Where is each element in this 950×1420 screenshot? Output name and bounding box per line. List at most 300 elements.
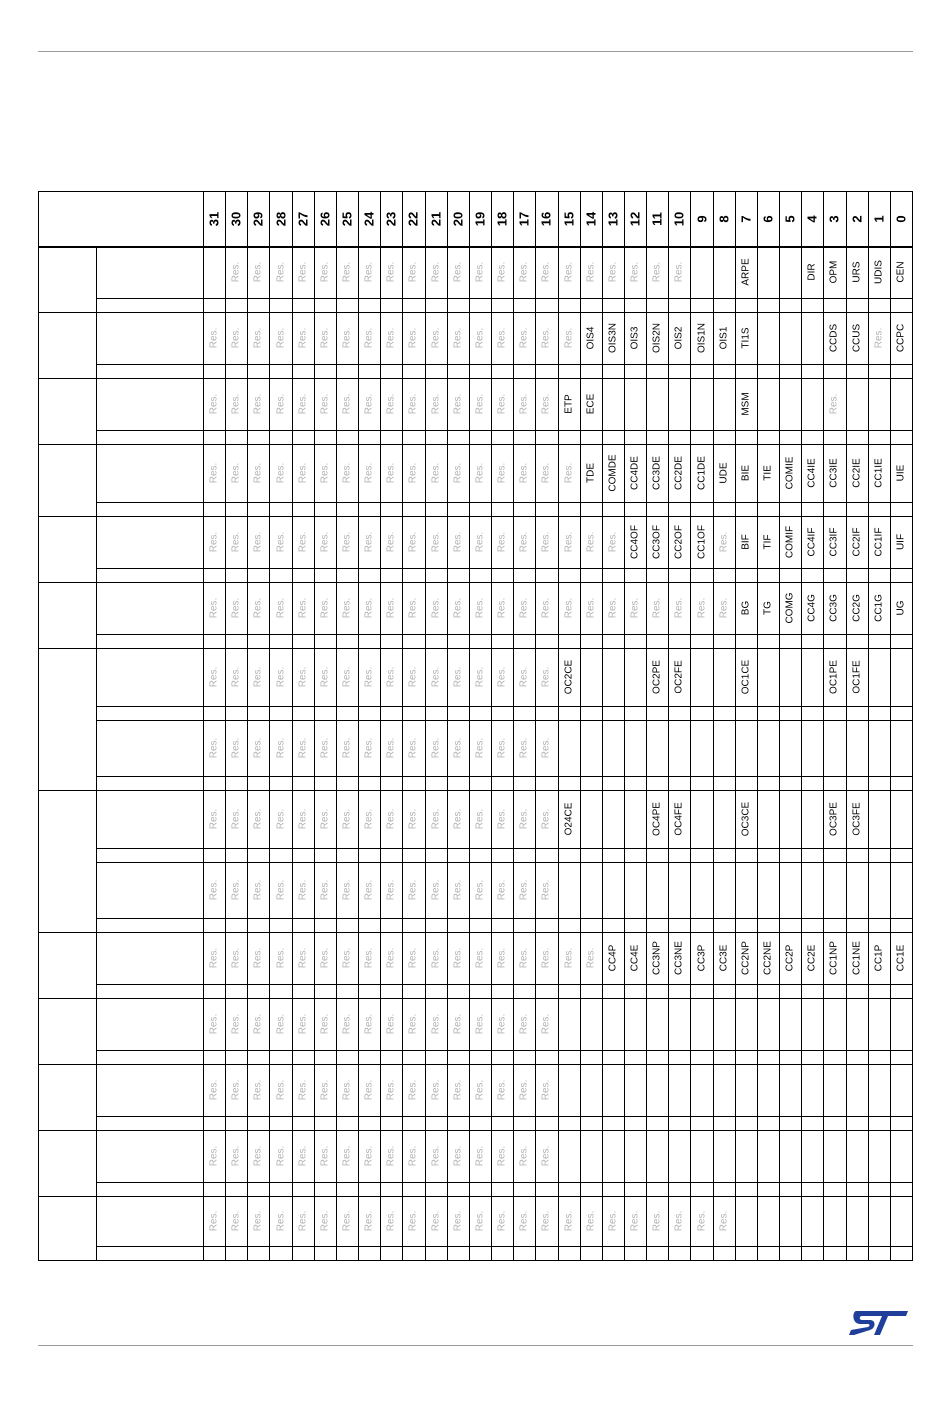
reserved-bit-label: Res.	[474, 1210, 486, 1232]
reserved-bit-label: Res.	[474, 737, 486, 759]
reserved-bit-label: Res.	[230, 1145, 242, 1167]
reserved-bit-label: Res.	[341, 462, 353, 484]
reserved-bit-label: Res.	[363, 1210, 375, 1232]
reserved-bit-label: Res.	[252, 1013, 264, 1035]
bit-number-label: 30	[228, 211, 244, 227]
reserved-bit-label: Res.	[208, 1013, 220, 1035]
bit-field-label: BG	[740, 600, 752, 616]
bit-column-divider	[513, 192, 514, 1260]
reserved-bit-label: Res.	[275, 666, 287, 688]
bit-field-label: OC1PE	[828, 660, 840, 694]
reserved-bit-label: Res.	[518, 1145, 530, 1167]
bit-column-divider	[801, 192, 802, 1260]
reserved-bit-label: Res.	[208, 1145, 220, 1167]
register-row-border	[96, 1130, 912, 1131]
reserved-bit-label: Res.	[407, 1079, 419, 1101]
reserved-bit-label: Res.	[540, 531, 552, 553]
bit-field-label: CCDS	[828, 323, 840, 353]
reserved-bit-label: Res.	[319, 531, 331, 553]
reserved-bit-label: Res.	[518, 1079, 530, 1101]
bit-column-divider	[336, 192, 337, 1260]
bit-column-divider	[225, 192, 226, 1260]
bit-field-label: OIS3N	[607, 322, 619, 354]
bit-number-label: 5	[782, 215, 798, 223]
reserved-bit-label: Res.	[208, 531, 220, 553]
offset-column-divider	[96, 790, 97, 932]
reset-value-row-border	[96, 634, 912, 635]
reserved-bit-label: Res.	[540, 808, 552, 830]
bit-number-label: 13	[605, 211, 621, 227]
bit-number-label: 31	[206, 211, 222, 227]
bit-field-label: OC3PE	[828, 802, 840, 836]
reserved-bit-label: Res.	[208, 737, 220, 759]
register-row-border	[96, 516, 912, 517]
bit-number-label: 20	[450, 211, 466, 227]
reserved-bit-label: Res.	[297, 1145, 309, 1167]
reserved-bit-label: Res.	[407, 327, 419, 349]
bit-column-divider	[624, 192, 625, 1260]
reserved-bit-label: Res.	[452, 261, 464, 283]
reserved-bit-label: Res.	[474, 393, 486, 415]
reserved-bit-label: Res.	[718, 597, 730, 619]
reserved-bit-label: Res.	[430, 462, 442, 484]
bit-field-label: MSM	[740, 392, 752, 416]
bit-field-label: CC1NE	[851, 941, 863, 975]
offset-row-border	[39, 1260, 96, 1261]
bit-field-label: CC3DE	[651, 456, 663, 490]
reserved-bit-label: Res.	[297, 879, 309, 901]
bit-number-label: 7	[738, 215, 754, 223]
bit-column-divider	[269, 192, 270, 1260]
reserved-bit-label: Res.	[341, 261, 353, 283]
reserved-bit-label: Res.	[430, 1145, 442, 1167]
bit-column-divider	[447, 192, 448, 1260]
reset-value-row-border	[96, 502, 912, 503]
reserved-bit-label: Res.	[385, 1145, 397, 1167]
reserved-bit-label: Res.	[341, 327, 353, 349]
bit-field-label: TIF	[762, 534, 774, 550]
offset-row-border	[39, 648, 96, 649]
reserved-bit-label: Res.	[385, 597, 397, 619]
bit-field-label: ECE	[585, 393, 597, 415]
bit-number-label: 8	[716, 215, 732, 223]
reserved-bit-label: Res.	[518, 462, 530, 484]
bit-field-label: CC1OF	[696, 525, 708, 559]
bit-column-divider	[757, 192, 758, 1260]
bit-field-label: O24CE	[563, 802, 575, 836]
reserved-bit-label: Res.	[607, 261, 619, 283]
bit-number-label: 15	[561, 211, 577, 227]
offset-row-border	[39, 790, 96, 791]
reserved-bit-label: Res.	[430, 261, 442, 283]
bit-field-label: BIE	[740, 464, 752, 482]
reserved-bit-label: Res.	[452, 666, 464, 688]
reserved-bit-label: Res.	[563, 462, 575, 484]
offset-column-divider	[96, 1064, 97, 1130]
bit-field-label: COMG	[784, 592, 796, 624]
bit-number-label: 29	[250, 211, 266, 227]
bit-field-label: OC3CE	[740, 801, 752, 837]
reserved-bit-label: Res.	[208, 327, 220, 349]
reserved-bit-label: Res.	[363, 462, 375, 484]
reserved-bit-label: Res.	[518, 531, 530, 553]
reserved-bit-label: Res.	[363, 666, 375, 688]
reserved-bit-label: Res.	[452, 597, 464, 619]
reserved-bit-label: Res.	[496, 393, 508, 415]
reserved-bit-label: Res.	[540, 1145, 552, 1167]
reserved-bit-label: Res.	[363, 327, 375, 349]
reserved-bit-label: Res.	[208, 1079, 220, 1101]
bit-field-label: OIS1N	[696, 322, 708, 354]
reserved-bit-label: Res.	[385, 531, 397, 553]
reserved-bit-label: Res.	[452, 327, 464, 349]
reserved-bit-label: Res.	[407, 808, 419, 830]
reserved-bit-label: Res.	[252, 462, 264, 484]
bit-field-label: CC1IF	[873, 527, 885, 557]
reserved-bit-label: Res.	[363, 947, 375, 969]
reserved-bit-label: Res.	[563, 597, 575, 619]
reserved-bit-label: Res.	[385, 327, 397, 349]
reserved-bit-label: Res.	[540, 879, 552, 901]
reserved-bit-label: Res.	[540, 947, 552, 969]
bit-number-label: 12	[627, 211, 643, 227]
reserved-bit-label: Res.	[518, 393, 530, 415]
bit-field-label: CC1E	[895, 944, 907, 972]
reserved-bit-label: Res.	[208, 879, 220, 901]
bit-field-label: TI1S	[740, 327, 752, 349]
bit-column-divider	[247, 192, 248, 1260]
reserved-bit-label: Res.	[319, 597, 331, 619]
offset-column-divider	[96, 648, 97, 790]
reserved-bit-label: Res.	[496, 261, 508, 283]
reserved-bit-label: Res.	[385, 879, 397, 901]
bit-field-label: CC2E	[806, 944, 818, 972]
reset-value-row-border	[96, 364, 912, 365]
reserved-bit-label: Res.	[696, 1210, 708, 1232]
reserved-bit-label: Res.	[474, 597, 486, 619]
reserved-bit-label: Res.	[673, 1210, 685, 1232]
bit-field-label: CCUS	[851, 323, 863, 353]
reserved-bit-label: Res.	[474, 462, 486, 484]
reserved-bit-label: Res.	[563, 531, 575, 553]
reserved-bit-label: Res.	[385, 1013, 397, 1035]
reserved-bit-label: Res.	[474, 531, 486, 553]
reserved-bit-label: Res.	[208, 597, 220, 619]
reserved-bit-label: Res.	[341, 597, 353, 619]
reserved-bit-label: Res.	[496, 1013, 508, 1035]
reserved-bit-label: Res.	[407, 261, 419, 283]
reset-value-row-border	[96, 918, 912, 919]
reserved-bit-label: Res.	[563, 261, 575, 283]
bit-number-label: 24	[361, 211, 377, 227]
reserved-bit-label: Res.	[297, 1013, 309, 1035]
reserved-bit-label: Res.	[319, 808, 331, 830]
reserved-bit-label: Res.	[873, 327, 885, 349]
reserved-bit-label: Res.	[407, 1013, 419, 1035]
reserved-bit-label: Res.	[407, 737, 419, 759]
reserved-bit-label: Res.	[341, 1079, 353, 1101]
reserved-bit-label: Res.	[540, 737, 552, 759]
bit-column-divider	[558, 192, 559, 1260]
reserved-bit-label: Res.	[341, 879, 353, 901]
reserved-bit-label: Res.	[474, 1145, 486, 1167]
bit-field-label: OIS1	[718, 326, 730, 350]
bit-field-label: CC1P	[873, 944, 885, 972]
reset-value-row-border	[96, 984, 912, 985]
reserved-bit-label: Res.	[275, 1079, 287, 1101]
bit-column-divider	[535, 192, 536, 1260]
reset-value-row-border	[96, 1116, 912, 1117]
reserved-bit-label: Res.	[496, 1145, 508, 1167]
reserved-bit-label: Res.	[275, 261, 287, 283]
bit-field-label: COMIF	[784, 525, 796, 559]
reserved-bit-label: Res.	[430, 737, 442, 759]
bit-column-divider	[292, 192, 293, 1260]
reserved-bit-label: Res.	[252, 393, 264, 415]
bit-field-label: CC4P	[607, 944, 619, 972]
bit-field-label: OIS2	[673, 326, 685, 350]
reserved-bit-label: Res.	[230, 1013, 242, 1035]
bit-column-divider	[646, 192, 647, 1260]
bit-field-label: TIE	[762, 465, 774, 481]
reserved-bit-label: Res.	[297, 261, 309, 283]
bit-field-label: CCPC	[895, 323, 907, 353]
reserved-bit-label: Res.	[230, 666, 242, 688]
bit-field-label: CC2OF	[673, 525, 685, 559]
reserved-bit-label: Res.	[430, 947, 442, 969]
reserved-bit-label: Res.	[275, 462, 287, 484]
reserved-bit-label: Res.	[540, 327, 552, 349]
bit-field-label: CC1G	[873, 594, 885, 622]
reserved-bit-label: Res.	[319, 737, 331, 759]
bit-number-label: 11	[649, 212, 665, 226]
reserved-bit-label: Res.	[452, 462, 464, 484]
name-column-divider	[203, 192, 204, 1260]
reserved-bit-label: Res.	[319, 879, 331, 901]
bit-number-label: 26	[317, 211, 333, 227]
reserved-bit-label: Res.	[607, 597, 619, 619]
bit-field-label: CC1DE	[696, 456, 708, 490]
reserved-bit-label: Res.	[430, 666, 442, 688]
bit-column-divider	[402, 192, 403, 1260]
bit-column-divider	[690, 192, 691, 1260]
reserved-bit-label: Res.	[518, 1210, 530, 1232]
reserved-bit-label: Res.	[673, 261, 685, 283]
reserved-bit-label: Res.	[518, 947, 530, 969]
reserved-bit-label: Res.	[430, 1079, 442, 1101]
reserved-bit-label: Res.	[385, 1079, 397, 1101]
reserved-bit-label: Res.	[407, 1210, 419, 1232]
reserved-bit-label: Res.	[585, 1210, 597, 1232]
reserved-bit-label: Res.	[518, 808, 530, 830]
bit-column-divider	[713, 192, 714, 1260]
reserved-bit-label: Res.	[208, 666, 220, 688]
bit-field-label: COMIE	[784, 456, 796, 490]
offset-row-border	[39, 1130, 96, 1131]
register-row-border	[96, 1064, 912, 1065]
st-logo-icon	[848, 1310, 910, 1336]
bit-column-divider	[314, 192, 315, 1260]
reserved-bit-label: Res.	[607, 1210, 619, 1232]
bit-field-label: CC3E	[718, 944, 730, 972]
bit-field-label: CC2IE	[851, 458, 863, 488]
reserved-bit-label: Res.	[230, 327, 242, 349]
bit-column-divider	[491, 192, 492, 1260]
bit-field-label: CC4IE	[806, 458, 818, 488]
reserved-bit-label: Res.	[518, 327, 530, 349]
reserved-bit-label: Res.	[275, 531, 287, 553]
reserved-bit-label: Res.	[585, 597, 597, 619]
reserved-bit-label: Res.	[540, 1210, 552, 1232]
reserved-bit-label: Res.	[363, 261, 375, 283]
bit-field-label: CC4G	[806, 594, 818, 622]
reserved-bit-label: Res.	[275, 737, 287, 759]
reserved-bit-label: Res.	[452, 1145, 464, 1167]
reserved-bit-label: Res.	[540, 597, 552, 619]
reserved-bit-label: Res.	[718, 1210, 730, 1232]
bit-field-label: CC2IF	[851, 527, 863, 557]
reserved-bit-label: Res.	[474, 808, 486, 830]
bit-field-label: OC3FE	[851, 802, 863, 836]
reserved-bit-label: Res.	[407, 462, 419, 484]
register-row-border	[96, 790, 912, 791]
reserved-bit-label: Res.	[252, 737, 264, 759]
reserved-bit-label: Res.	[275, 1210, 287, 1232]
reserved-bit-label: Res.	[385, 808, 397, 830]
bit-field-label: UIF	[895, 533, 907, 551]
top-rule	[38, 51, 913, 52]
offset-row-border	[39, 1064, 96, 1065]
bit-number-label: 2	[849, 215, 865, 223]
register-row-border	[96, 378, 912, 379]
reserved-bit-label: Res.	[275, 327, 287, 349]
bit-field-label: ARPE	[740, 258, 752, 286]
reserved-bit-label: Res.	[496, 879, 508, 901]
reserved-bit-label: Res.	[363, 393, 375, 415]
reserved-bit-label: Res.	[385, 947, 397, 969]
bit-number-label: 21	[428, 211, 444, 227]
bit-field-label: ETP	[563, 394, 575, 414]
bit-field-label: OPM	[828, 260, 840, 284]
reserved-bit-label: Res.	[540, 462, 552, 484]
reserved-bit-label: Res.	[607, 531, 619, 553]
bit-number-label: 19	[472, 211, 488, 227]
bit-field-label: UG	[895, 600, 907, 616]
reserved-bit-label: Res.	[540, 666, 552, 688]
reserved-bit-label: Res.	[275, 1145, 287, 1167]
reserved-bit-label: Res.	[430, 327, 442, 349]
reserved-bit-label: Res.	[341, 666, 353, 688]
reserved-bit-label: Res.	[540, 1013, 552, 1035]
reserved-bit-label: Res.	[297, 808, 309, 830]
bit-number-label: 1	[871, 215, 887, 223]
reserved-bit-label: Res.	[474, 261, 486, 283]
bit-field-label: CC4OF	[629, 525, 641, 559]
bit-number-label: 14	[583, 211, 599, 227]
reserved-bit-label: Res.	[252, 666, 264, 688]
reserved-bit-label: Res.	[275, 808, 287, 830]
reserved-bit-label: Res.	[341, 808, 353, 830]
reserved-bit-label: Res.	[540, 1079, 552, 1101]
reserved-bit-label: Res.	[385, 261, 397, 283]
bit-field-label: OIS3	[629, 326, 641, 350]
reserved-bit-label: Res.	[297, 666, 309, 688]
reserved-bit-label: Res.	[385, 462, 397, 484]
reserved-bit-label: Res.	[208, 462, 220, 484]
register-row-border	[96, 1196, 912, 1197]
reserved-bit-label: Res.	[540, 261, 552, 283]
reserved-bit-label: Res.	[651, 261, 663, 283]
offset-row-border	[39, 516, 96, 517]
bit-column-divider	[779, 192, 780, 1260]
reserved-bit-label: Res.	[407, 1145, 419, 1167]
reserved-bit-label: Res.	[297, 737, 309, 759]
reserved-bit-label: Res.	[341, 1145, 353, 1167]
reset-value-row-border	[96, 848, 912, 849]
bit-field-label: TDE	[585, 463, 597, 483]
reserved-bit-label: Res.	[341, 393, 353, 415]
reserved-bit-label: Res.	[496, 808, 508, 830]
reserved-bit-label: Res.	[275, 1013, 287, 1035]
reserved-bit-label: Res.	[496, 462, 508, 484]
reserved-bit-label: Res.	[363, 1079, 375, 1101]
reserved-bit-label: Res.	[407, 879, 419, 901]
register-row-border	[96, 648, 912, 649]
bit-field-label: BIF	[740, 534, 752, 550]
reserved-bit-label: Res.	[363, 531, 375, 553]
reserved-bit-label: Res.	[430, 1210, 442, 1232]
bit-field-label: DIR	[806, 263, 818, 281]
reserved-bit-label: Res.	[385, 666, 397, 688]
reserved-bit-label: Res.	[496, 666, 508, 688]
reserved-bit-label: Res.	[297, 327, 309, 349]
reserved-bit-label: Res.	[275, 879, 287, 901]
reserved-bit-label: Res.	[474, 327, 486, 349]
bit-field-label: CC2DE	[673, 456, 685, 490]
reserved-bit-label: Res.	[496, 947, 508, 969]
reserved-bit-label: Res.	[452, 947, 464, 969]
reserved-bit-label: Res.	[474, 1013, 486, 1035]
reserved-bit-label: Res.	[297, 393, 309, 415]
bit-column-divider	[890, 192, 891, 1260]
reserved-bit-label: Res.	[319, 1013, 331, 1035]
bit-field-label: OC4PE	[651, 802, 663, 836]
reserved-bit-label: Res.	[319, 327, 331, 349]
offset-row-border	[39, 444, 96, 445]
reserved-bit-label: Res.	[341, 1013, 353, 1035]
reserved-bit-label: Res.	[230, 462, 242, 484]
bit-field-label: OC4FE	[673, 802, 685, 836]
reserved-bit-label: Res.	[540, 393, 552, 415]
reset-value-row-border	[96, 298, 912, 299]
reserved-bit-label: Res.	[385, 1210, 397, 1232]
reserved-bit-label: Res.	[385, 737, 397, 759]
reserved-bit-label: Res.	[430, 1013, 442, 1035]
bit-column-divider	[868, 192, 869, 1260]
reserved-bit-label: Res.	[252, 597, 264, 619]
reserved-bit-label: Res.	[319, 1145, 331, 1167]
reserved-bit-label: Res.	[452, 393, 464, 415]
offset-row-border	[39, 932, 96, 933]
register-row-border	[96, 312, 912, 313]
bit-field-label: CC2NP	[740, 941, 752, 975]
reserved-bit-label: Res.	[230, 879, 242, 901]
reserved-bit-label: Res.	[252, 327, 264, 349]
bit-number-label: 4	[804, 215, 820, 223]
reserved-bit-label: Res.	[363, 879, 375, 901]
reserved-bit-label: Res.	[585, 531, 597, 553]
reserved-bit-label: Res.	[230, 1210, 242, 1232]
